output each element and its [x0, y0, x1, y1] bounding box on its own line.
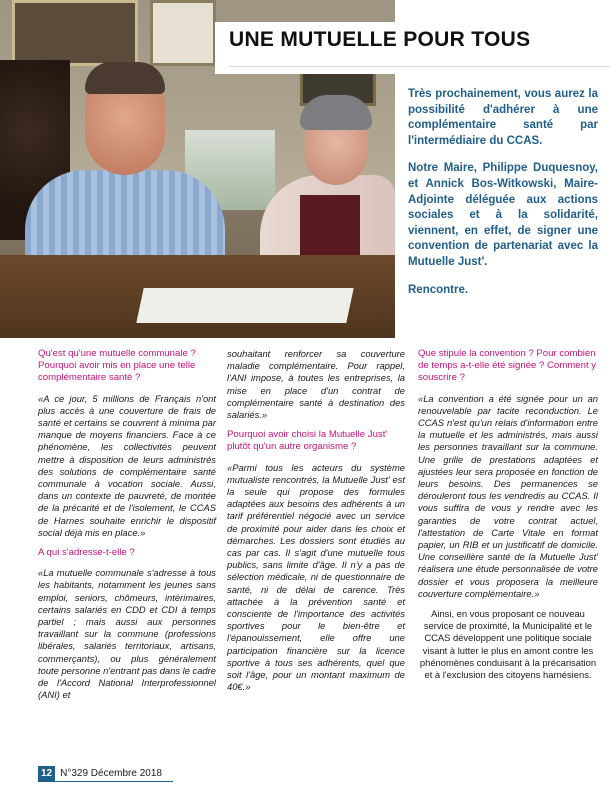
- intro-paragraph: Notre Maire, Philippe Duquesnoy, et Annick Bos-Witkowski, Maire-Adjointe déléguée aux actions sociales et à la solidarité, viennent, en effet, de signer une convention de partenariat avec la Mutuelle Just'.: [408, 162, 598, 268]
- column-1: [38, 348, 216, 709]
- photo-woman-hair: [300, 95, 372, 130]
- page-number: 12: [38, 766, 55, 781]
- photo-man-hair: [85, 62, 165, 94]
- photo-frame: [150, 0, 216, 66]
- footer-rule: [38, 781, 173, 782]
- column-3: [418, 348, 598, 689]
- photo-document: [136, 288, 353, 323]
- question: Qu'est qu'une mutuelle communale ? Pourquoi avoir mis en place une telle complémentaire santé ?: [38, 348, 196, 384]
- answer: «A ce jour, 5 millions de Français n'ont plus accès à une couverture de frais de santé et certains se couvrent à minima par manque de moyens financiers. Face à ce phénomène, les collectivités peuvent mettre à disposition de leurs administrés des solutions de complémentaire santé communale à vocation sociale. Aussi, dans un contexte de pauvreté, de montée de la précarité et de l'isolement, le CCAS de Harnes souhaite enrichir le dispositif social déjà mis en place.»: [38, 392, 216, 538]
- title-rule: [229, 66, 610, 67]
- headline-box: [215, 22, 610, 74]
- page-footer: [38, 764, 162, 782]
- conclusion: Ainsi, en vous proposant ce nouveau service de proximité, la Municipalité et le CCAS développent une politique sociale visant à lutter le plus en amont contre les phénomènes conduisant à la précarisation et à l'exclusion des citoyens harnésiens.: [419, 608, 597, 681]
- answer: «La mutuelle communale s'adresse à tous les habitants, notamment les jeunes sans emploi, seniors, chômeurs, intérimaires, certains salariés en CDD et CDI à temps partiel ; mais aussi aux personnes travaillant sur la commune (professions libérales, salariés territoriaux, artisans, commerçants), ou plus généralement toute personne n'entrant pas dans le cadre de l'Accord National Interprofessionnel (ANI) et: [38, 567, 216, 701]
- issue-label: N°329 Décembre 2018: [60, 767, 162, 779]
- answer: souhaitant renforcer sa couverture maladie complémentaire. Pour rappel, l'ANI impose, à toutes les entreprises, la mise en place d'un contrat de complémentaire santé à destination des salariés.»: [227, 348, 405, 421]
- intro-paragraph: Rencontre.: [408, 283, 469, 296]
- answer: «Parmi tous les acteurs du système mutualiste rencontrés, la Mutuelle Just' est la seule qui propose des formules adaptées aux besoins des adhérents à un tarif préférentiel négocié avec un service de proximité pour aider dans les choix et démarches. Les dossiers sont étudiés au cas par cas. Il s'agit d'une mutuelle tous publics, sans limite d'âge. Il n'y a pas de sélection médicale, ni de questionnaire de santé, ni de délai de carence. Très attachée à la prévention santé et consciente de l'importance des activités sportives pour le bien-être et l'épanouissement, elle offre une participation financière sur la licence sportive à tous ses adhérents, quel que soit l'âge, pour un montant maximum de 40€.»: [227, 461, 405, 693]
- intro-paragraph: Très prochainement, vous aurez la possibilité d'adhérer à une complémentaire santé par l'intermédiaire du CCAS.: [408, 88, 598, 147]
- question: A qui s'adresse-t-elle ?: [38, 547, 135, 559]
- column-2: [227, 348, 405, 701]
- question: Que stipule la convention ? Pour combien de temps a-t-elle été signée ? Comment y souscrire ?: [418, 348, 597, 384]
- question: Pourquoi avoir choisi la Mutuelle Just' plutôt qu'un autre organisme ?: [227, 429, 388, 453]
- article-intro: [408, 87, 598, 310]
- photo-frame: [12, 0, 138, 66]
- article-title: UNE MUTUELLE POUR TOUS: [229, 28, 531, 51]
- answer: «La convention a été signée pour un an renouvelable par tacite reconduction. Le CCAS n'est qu'un relais d'information entre la mutuelle et les administrés, mais aussi les personnes travaillant sur la commune. Une grille de prestations adaptées et ajustées leur sera proposée en fonction de leurs besoins. Des permanences se dérouleront tous les vendredis au CCAS. Il vous suffira de vous y rendre avec les garanties de votre contrat actuel, l'attestation de Carte Vitale en format papier, un RIB et un justificatif de domicile. Une conseillère santé de la Mutuelle Just' réalisera une étude personnalisée de votre dossier et vous proposera la meilleure couverture complémentaire.»: [418, 392, 598, 599]
